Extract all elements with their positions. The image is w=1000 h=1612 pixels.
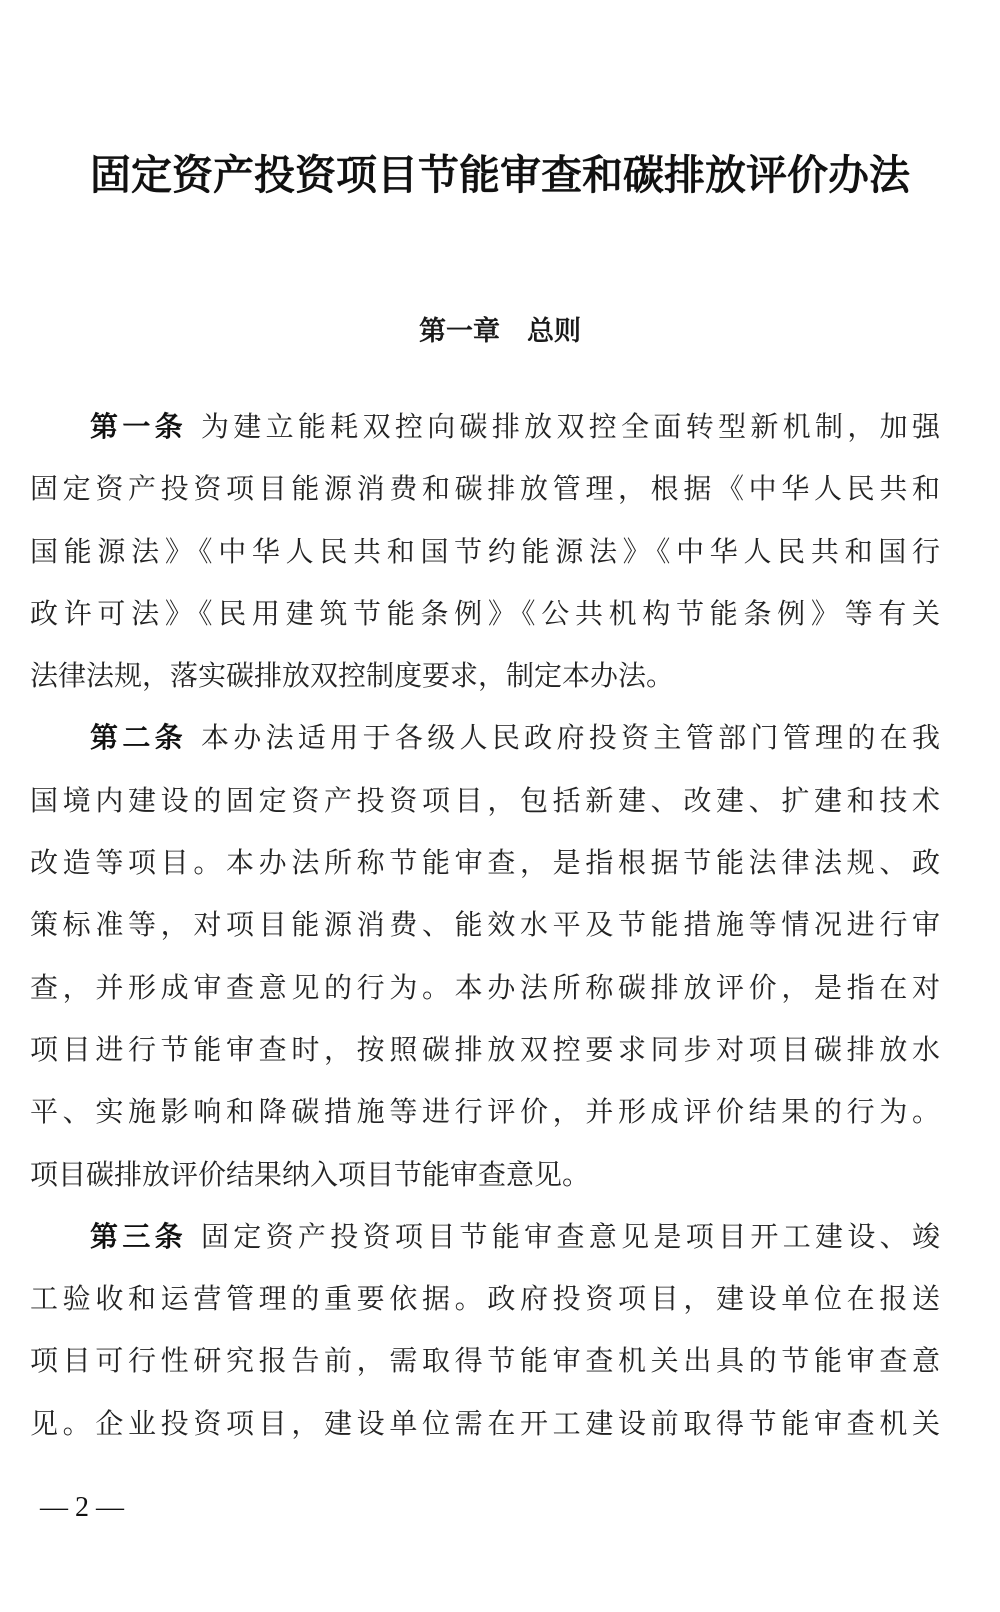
article-2-line-2: 国境内建设的固定资产投资项目，包括新建、改建、扩建和技术: [30, 783, 940, 817]
article-text: 本办法适用于各级人民政府投资主管部门管理的在我: [200, 721, 940, 755]
article-3-line-4: 见。企业投资项目，建设单位需在开工建设前取得节能审查机关: [30, 1406, 940, 1440]
article-1-line-3: 国能源法》《中华人民共和国节约能源法》《中华人民共和国行: [30, 534, 940, 568]
article-3-line-2: 工验收和运营管理的重要依据。政府投资项目，建设单位在报送: [30, 1282, 940, 1316]
article-label: 第一条: [90, 410, 187, 443]
article-2-line-3: 改造等项目。本办法所称节能审查，是指根据节能法律法规、政: [30, 846, 940, 880]
article-label: 第二条: [90, 721, 187, 755]
article-2-line-1: [30, 707, 940, 769]
article-label: 第三条: [90, 1219, 187, 1253]
document-title: 固定资产投资项目节能审查和碳排放评价办法: [90, 151, 910, 199]
article-3-line-3: 项目可行性研究报告前，需取得节能审查机关出具的节能审查意: [30, 1344, 940, 1378]
article-2-line-6: 项目进行节能审查时，按照碳排放双控要求同步对项目碳排放水: [30, 1032, 940, 1066]
article-1-line-5: 法律法规，落实碳排放双控制度要求，制定本办法。: [30, 659, 675, 693]
article-2-line-7: 平、实施影响和降碳措施等进行评价，并形成评价结果的行为。: [30, 1095, 940, 1129]
page-number: — 2 —: [40, 1492, 124, 1523]
article-1-line-1: [30, 396, 940, 458]
article-text: 为建立能耗双控向碳排放双控全面转型新机制，加强: [200, 410, 940, 443]
article-2-line-4: 策标准等，对项目能源消费、能效水平及节能措施等情况进行审: [30, 908, 940, 942]
article-2-line-8: 项目碳排放评价结果纳入项目节能审查意见。: [30, 1157, 591, 1191]
chapter-heading: 第一章 总则: [419, 316, 581, 347]
article-1-line-2: 固定资产投资项目能源消费和碳排放管理，根据《中华人民共和: [30, 472, 940, 506]
document-body: [30, 396, 940, 1455]
article-1-line-4: 政许可法》《民用建筑节能条例》《公共机构节能条例》等有关: [30, 596, 940, 630]
article-text: 固定资产投资项目节能审查意见是项目开工建设、竣: [200, 1219, 940, 1253]
article-3-line-1: [30, 1206, 940, 1268]
article-2-line-5: 查，并形成审查意见的行为。本办法所称碳排放评价，是指在对: [30, 970, 940, 1004]
